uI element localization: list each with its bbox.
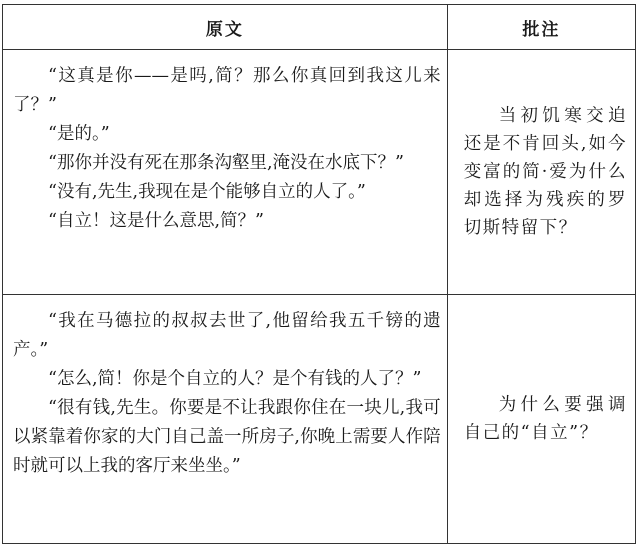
annotation-cell: [447, 50, 635, 295]
dialogue-line: “没有,先生,我现在是个能够自立的人了。”: [48, 182, 366, 202]
dialogue-line: “是的。”: [48, 124, 110, 144]
dialogue-line: “那你并没有死在那条沟壑里,淹没在水底下？”: [48, 153, 404, 173]
dialogue-line: “自立！这是什么意思,简？”: [48, 211, 264, 231]
annotation-text: 为什么要强调自己的“自立”？: [463, 395, 627, 443]
annotation-cell: [447, 295, 635, 544]
dialogue-line: “怎么,简！你是个自立的人？是个有钱的人了？”: [48, 369, 422, 389]
header-original: 原文: [3, 5, 448, 50]
header-row: [3, 5, 636, 50]
table-row: [3, 295, 636, 544]
original-text-cell: [3, 295, 448, 544]
annotation-text: 当初饥寒交迫还是不肯回头,如今变富的简·爱为什么却选择为残疾的罗切斯特留下？: [463, 106, 627, 238]
original-text-cell: [3, 50, 448, 295]
comparison-table: [2, 4, 636, 544]
dialogue-line: “我在马德拉的叔叔去世了,他留给我五千镑的遗产。”: [13, 311, 441, 360]
dialogue-line: “很有钱,先生。你要是不让我跟你住在一块儿,我可以紧靠着你家的大门自己盖一所房子,你晚上需要人作陪时就可以上我的客厅来坐坐。”: [13, 398, 441, 476]
dialogue-line: “这真是你——是吗,简？那么你真回到我这儿来了？”: [13, 66, 441, 115]
header-annotation: 批注: [447, 5, 635, 50]
table-row: [3, 50, 636, 295]
